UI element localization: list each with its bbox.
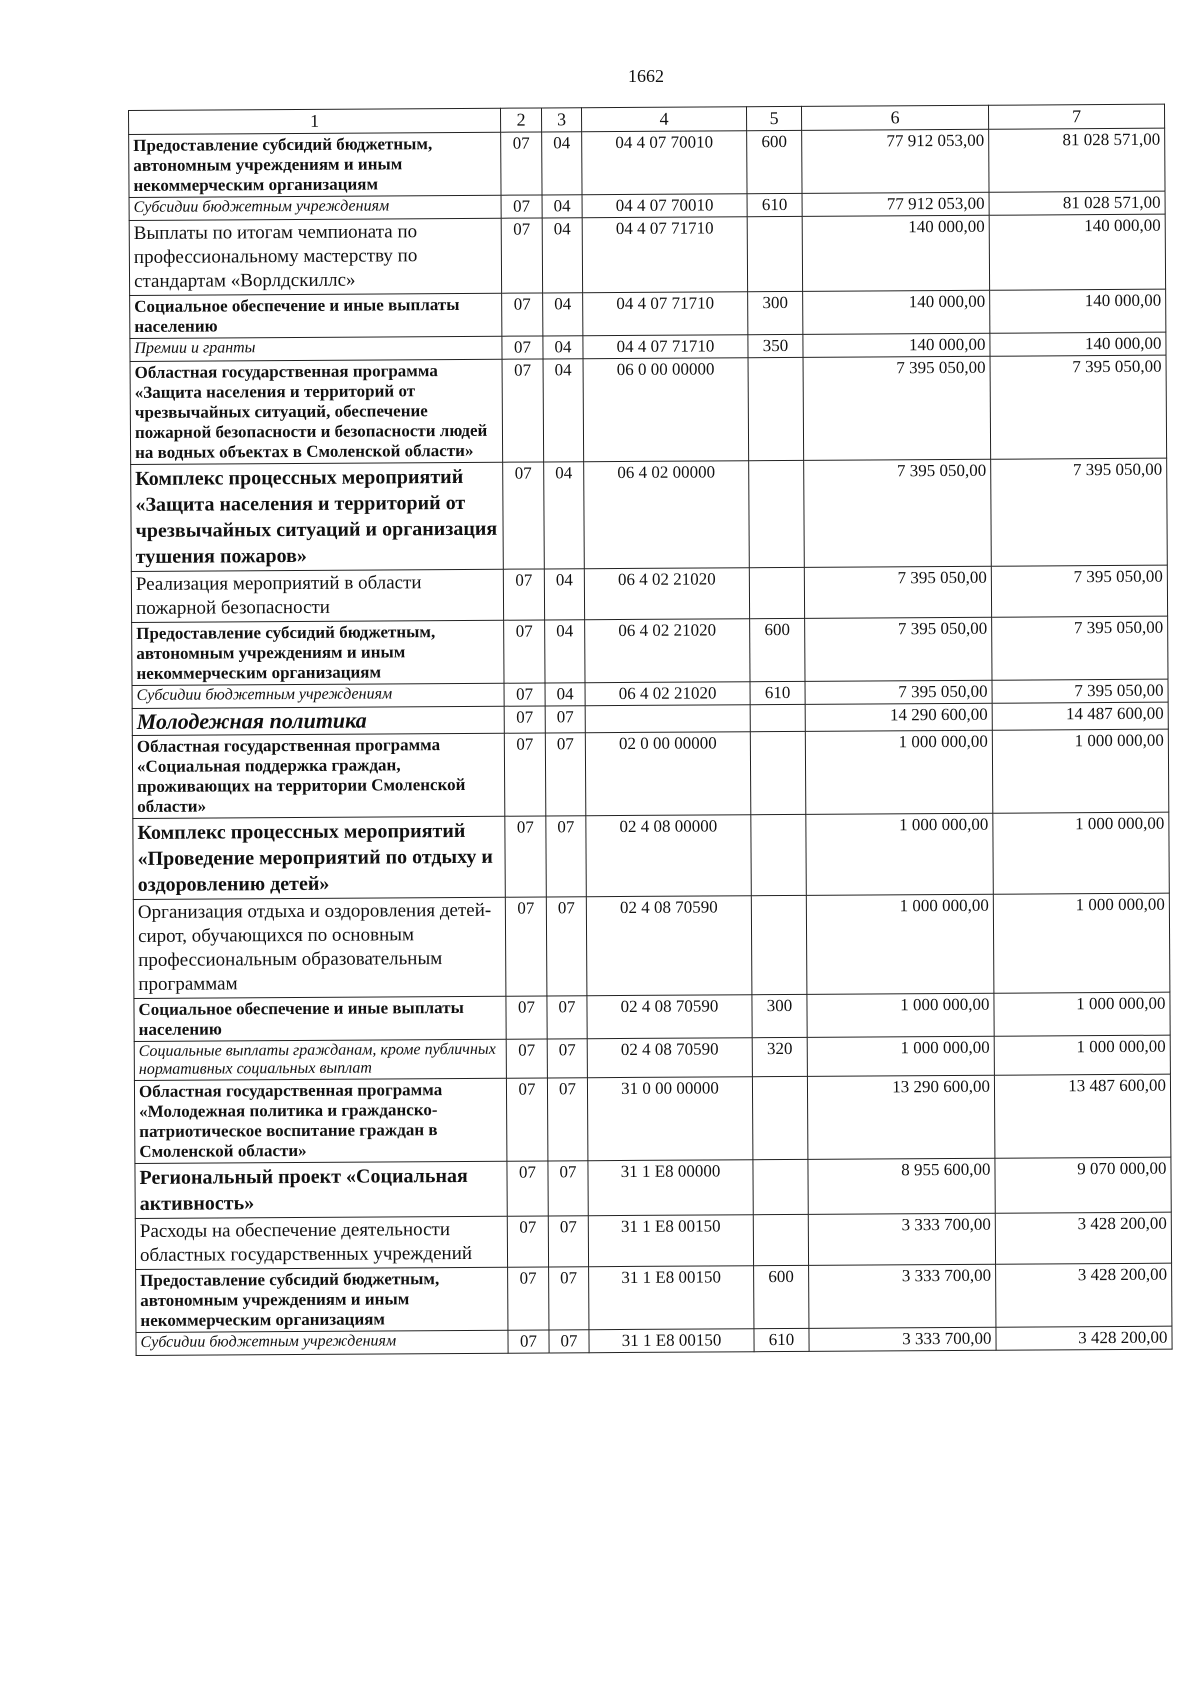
row-name: Областная государственная программа «Защита населения и территорий от чрезвычайных ситуаций, обеспечение пожарной безопасности и безопасности людей на водных объектах в Смоленской области» <box>130 359 503 464</box>
target-article-code: 31 1 E8 00150 <box>589 1329 754 1353</box>
subsection-code: 07 <box>547 996 587 1039</box>
expense-type-code <box>751 895 807 994</box>
subsection-code: 07 <box>545 706 585 733</box>
table-row <box>130 289 1166 338</box>
amount-year-1: 1 000 000,00 <box>806 813 993 895</box>
subsection-code: 04 <box>543 293 583 336</box>
section-code: 07 <box>506 1078 548 1161</box>
table-row <box>134 1074 1170 1163</box>
amount-year-1: 3 333 700,00 <box>809 1264 996 1328</box>
table-row <box>133 812 1169 899</box>
amount-year-1: 1 000 000,00 <box>805 730 993 814</box>
amount-year-1: 7 395 050,00 <box>804 459 992 567</box>
section-code: 07 <box>502 293 543 336</box>
amount-year-1: 140 000,00 <box>803 290 990 334</box>
subsection-code: 04 <box>542 132 582 195</box>
table-row <box>135 1157 1171 1218</box>
target-article-code: 06 4 02 21020 <box>585 682 750 706</box>
row-name: Предоставление субсидий бюджетным, автономным учреждениям и иным некоммерческим организациям <box>129 132 501 197</box>
row-name: Комплекс процессных мероприятий «Проведение мероприятий по отдыху и оздоровлению детей» <box>133 816 505 899</box>
section-code: 07 <box>502 359 544 462</box>
amount-year-2: 9 070 000,00 <box>995 1157 1171 1213</box>
target-article-code: 02 4 08 00000 <box>586 815 751 897</box>
amount-year-1: 3 333 700,00 <box>809 1327 996 1351</box>
table-row <box>129 128 1165 197</box>
expense-type-code: 300 <box>748 291 803 334</box>
amount-year-1: 140 000,00 <box>803 333 990 357</box>
expense-type-code: 600 <box>747 130 802 193</box>
amount-year-1: 77 912 053,00 <box>802 129 989 193</box>
section-code: 07 <box>508 1330 549 1353</box>
table-row <box>130 355 1167 464</box>
expense-type-code <box>753 1214 808 1265</box>
expense-type-code: 320 <box>752 1037 807 1076</box>
table-row <box>129 214 1165 295</box>
section-code: 07 <box>506 1039 547 1078</box>
target-article-code: 06 4 02 00000 <box>584 461 750 569</box>
target-article-code: 04 4 07 71710 <box>582 217 747 293</box>
amount-year-2: 3 428 200,00 <box>996 1326 1172 1350</box>
section-code: 07 <box>506 996 547 1039</box>
expense-type-code <box>749 460 805 567</box>
budget-table <box>128 104 1173 1356</box>
section-code: 07 <box>504 683 545 706</box>
column-header-1: 1 <box>129 108 501 134</box>
section-code: 07 <box>504 733 546 816</box>
subsection-code: 04 <box>545 620 585 683</box>
amount-year-1: 13 290 600,00 <box>807 1075 995 1159</box>
section-code: 07 <box>503 462 545 569</box>
row-name: Социальные выплаты гражданам, кроме публичных нормативных социальных выплат <box>134 1039 506 1080</box>
section-code: 07 <box>507 1216 548 1267</box>
table-row <box>134 1035 1170 1080</box>
amount-year-2: 81 028 571,00 <box>989 191 1165 215</box>
section-code: 07 <box>504 620 545 683</box>
target-article-code: 04 4 07 70010 <box>582 194 747 218</box>
row-name: Молодежная политика <box>132 706 504 735</box>
target-article-code: 02 0 00 00000 <box>585 732 751 816</box>
section-code: 07 <box>508 1267 549 1330</box>
expense-type-code <box>750 704 805 731</box>
row-name: Социальное обеспечение и иные выплаты населению <box>130 293 502 338</box>
row-name: Комплекс процессных мероприятий «Защита населения и территорий от чрезвычайных ситуаций и организация тушения пожаров» <box>131 462 504 571</box>
subsection-code: 04 <box>542 195 582 218</box>
table-row <box>131 565 1167 622</box>
amount-year-2: 1 000 000,00 <box>992 729 1169 813</box>
target-article-code: 04 4 07 71710 <box>583 292 748 336</box>
row-name: Субсидии бюджетным учреждениям <box>132 683 504 708</box>
amount-year-1: 1 000 000,00 <box>806 894 994 994</box>
target-article-code: 04 4 07 70010 <box>582 131 747 195</box>
column-header-6: 6 <box>801 105 988 130</box>
subsection-code: 07 <box>548 1161 588 1216</box>
column-header-3: 3 <box>541 108 581 132</box>
expense-type-code <box>752 1076 808 1159</box>
row-name: Субсидии бюджетным учреждениям <box>129 195 501 220</box>
subsection-code: 07 <box>549 1267 589 1330</box>
section-code: 07 <box>501 132 542 195</box>
target-article-code: 02 4 08 70590 <box>586 896 752 996</box>
amount-year-1: 1 000 000,00 <box>807 993 994 1037</box>
expense-type-code: 350 <box>748 334 803 357</box>
page-number: 1662 <box>628 66 664 86</box>
subsection-code: 07 <box>547 1078 588 1161</box>
section-code: 07 <box>504 706 545 733</box>
amount-year-1: 7 395 050,00 <box>804 566 991 618</box>
amount-year-2: 81 028 571,00 <box>989 128 1165 192</box>
target-article-code: 31 1 E8 00000 <box>588 1160 753 1216</box>
target-article-code <box>585 705 750 733</box>
row-name: Региональный проект «Социальная активность» <box>135 1161 507 1218</box>
section-code: 07 <box>505 897 547 996</box>
target-article-code: 02 4 08 70590 <box>587 995 752 1039</box>
amount-year-1: 7 395 050,00 <box>805 617 992 681</box>
target-article-code: 31 0 00 00000 <box>587 1077 753 1161</box>
row-name: Расходы на обеспечение деятельности областных государственных учреждений <box>135 1216 507 1269</box>
target-article-code: 06 4 02 21020 <box>585 619 750 683</box>
row-name: Организация отдыха и оздоровления детей-сирот, обучающихся по основным профессиональным образовательным программам <box>133 897 506 998</box>
table-row <box>133 893 1170 998</box>
subsection-code: 04 <box>544 569 584 620</box>
expense-type-code: 610 <box>747 193 802 216</box>
target-article-code: 04 4 07 71710 <box>583 335 748 359</box>
amount-year-1: 7 395 050,00 <box>805 680 992 704</box>
amount-year-2: 3 428 200,00 <box>995 1212 1171 1264</box>
expense-type-code: 600 <box>750 618 805 681</box>
row-name: Выплаты по итогам чемпионата по профессиональному мастерству по стандартам «Ворлдскиллс» <box>129 218 501 295</box>
amount-year-2: 140 000,00 <box>989 214 1165 290</box>
column-header-2: 2 <box>500 108 541 132</box>
expense-type-code: 300 <box>752 994 807 1037</box>
subsection-code: 04 <box>542 218 582 293</box>
expense-type-code: 610 <box>754 1328 809 1351</box>
amount-year-2: 1 000 000,00 <box>994 992 1170 1036</box>
amount-year-2: 7 395 050,00 <box>991 565 1167 617</box>
amount-year-1: 8 955 600,00 <box>808 1158 995 1214</box>
section-code: 07 <box>505 816 546 897</box>
amount-year-2: 1 000 000,00 <box>993 893 1170 993</box>
row-name: Предоставление субсидий бюджетным, автономным учреждениям и иным некоммерческим организациям <box>132 620 504 685</box>
table-row <box>134 992 1170 1041</box>
target-article-code: 31 1 E8 00150 <box>589 1266 754 1330</box>
amount-year-1: 3 333 700,00 <box>808 1213 995 1265</box>
amount-year-2: 7 395 050,00 <box>991 458 1168 566</box>
amount-year-2: 7 395 050,00 <box>990 355 1167 459</box>
amount-year-1: 1 000 000,00 <box>807 1036 994 1076</box>
amount-year-1: 77 912 053,00 <box>802 192 989 216</box>
subsection-code: 07 <box>545 733 586 816</box>
expense-type-code <box>751 814 806 895</box>
column-header-7: 7 <box>988 104 1164 129</box>
amount-year-2: 3 428 200,00 <box>996 1263 1172 1327</box>
row-name: Социальное обеспечение и иные выплаты населению <box>134 996 506 1041</box>
amount-year-1: 14 290 600,00 <box>805 703 992 731</box>
expense-type-code <box>748 357 804 460</box>
table-row <box>135 1212 1171 1269</box>
table-row <box>136 1263 1172 1332</box>
section-code: 07 <box>507 1161 548 1216</box>
subsection-code: 07 <box>549 1330 589 1353</box>
target-article-code: 06 0 00 00000 <box>583 358 749 462</box>
row-name: Предоставление субсидий бюджетным, автономным учреждениям и иным некоммерческим организациям <box>136 1267 508 1332</box>
amount-year-2: 140 000,00 <box>990 332 1166 356</box>
table-row <box>136 1326 1172 1355</box>
row-name: Областная государственная программа «Социальная поддержка граждан, проживающих на территории Смоленской области» <box>132 733 505 818</box>
row-name: Премии и гранты <box>130 336 502 361</box>
section-code: 07 <box>503 569 544 620</box>
subsection-code: 04 <box>543 336 583 359</box>
column-header-4: 4 <box>581 107 746 132</box>
section-code: 07 <box>502 336 543 359</box>
expense-type-code <box>749 567 804 618</box>
target-article-code: 06 4 02 21020 <box>584 568 749 620</box>
subsection-code: 07 <box>546 897 587 996</box>
amount-year-2: 1 000 000,00 <box>993 812 1169 894</box>
subsection-code: 07 <box>546 816 586 897</box>
subsection-code: 07 <box>547 1039 587 1078</box>
subsection-code: 07 <box>548 1216 588 1267</box>
amount-year-2: 140 000,00 <box>990 289 1166 333</box>
table-row <box>132 729 1168 818</box>
amount-year-2: 7 395 050,00 <box>992 679 1168 703</box>
subsection-code: 04 <box>543 359 584 462</box>
target-article-code: 31 1 E8 00150 <box>588 1215 753 1267</box>
row-name: Субсидии бюджетным учреждениям <box>136 1330 508 1355</box>
row-name: Реализация мероприятий в области пожарной безопасности <box>131 569 503 622</box>
expense-type-code <box>747 216 802 291</box>
table-row <box>131 458 1168 571</box>
subsection-code: 04 <box>545 683 585 706</box>
amount-year-2: 13 487 600,00 <box>994 1074 1171 1158</box>
expense-type-code <box>753 1159 808 1214</box>
expense-type-code: 600 <box>754 1265 809 1328</box>
column-header-5: 5 <box>746 106 801 130</box>
amount-year-1: 7 395 050,00 <box>803 356 991 460</box>
section-code: 07 <box>501 195 542 218</box>
amount-year-2: 7 395 050,00 <box>992 616 1168 680</box>
expense-type-code: 610 <box>750 681 805 704</box>
section-code: 07 <box>501 218 542 293</box>
target-article-code: 02 4 08 70590 <box>587 1038 752 1078</box>
amount-year-2: 14 487 600,00 <box>992 702 1168 730</box>
table-row <box>132 616 1168 685</box>
amount-year-1: 140 000,00 <box>802 215 989 291</box>
row-name: Областная государственная программа «Молодежная политика и гражданско-патриотическое воспитание граждан в Смоленской области» <box>134 1078 507 1163</box>
expense-type-code <box>750 731 806 814</box>
amount-year-2: 1 000 000,00 <box>994 1035 1170 1075</box>
subsection-code: 04 <box>544 462 585 569</box>
